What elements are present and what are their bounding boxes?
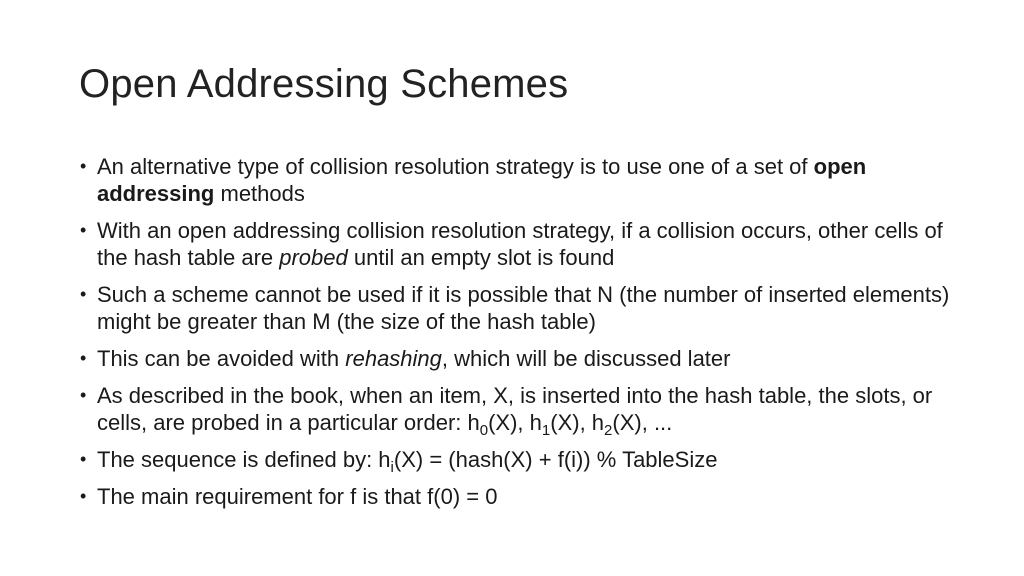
bullet-text: until an empty slot is found [347, 245, 615, 270]
bullet-dot: • [80, 220, 87, 240]
subscript: 0 [479, 422, 489, 439]
bullet-italic-term: probed [279, 245, 348, 270]
bullet-dot: • [80, 156, 87, 176]
bullet-text: (X) = (hash(X) + f(i)) % TableSize [393, 447, 718, 472]
bullet-item [80, 446, 960, 476]
bullet-text: The main requirement for f is that f(0) = 0 [97, 484, 498, 509]
bullet-item [80, 345, 960, 372]
bullet-dot: • [80, 449, 87, 469]
slide-title: Open Addressing Schemes [79, 62, 569, 106]
bullet-item [80, 483, 960, 510]
bullet-dot: • [80, 284, 87, 304]
bullet-text: (X), h [488, 410, 542, 435]
bullet-item [80, 153, 960, 207]
bullet-bold-term: open addressing [97, 154, 867, 206]
bullet-text: The sequence is defined by: h [97, 447, 391, 472]
bullet-text: methods [214, 181, 305, 206]
bullet-dot: • [80, 385, 87, 405]
bullet-text: (X), h [550, 410, 605, 435]
bullet-item [80, 281, 960, 335]
subscript: 2 [604, 422, 613, 439]
bullet-text: Such a scheme cannot be used if it is possible that N (the number of inserted elements) might be greater than M (the size of the hash table) [97, 282, 950, 334]
bullet-text: This can be avoided with [97, 346, 346, 371]
subscript: 1 [541, 422, 551, 439]
bullet-text: An alternative type of collision resolution strategy is to use one of a set of [97, 154, 814, 179]
bullet-text: With an open addressing collision resolution strategy, if a collision occurs, other cells of the hash table are [97, 218, 943, 270]
bullet-list [80, 153, 960, 520]
bullet-text: As described in the book, when an item, X, is inserted into the hash table, the slots, or cells, are probed in a particular order: h [97, 383, 933, 435]
bullet-item [80, 217, 960, 271]
bullet-italic-term: rehashing [345, 346, 442, 371]
bullet-dot: • [80, 348, 87, 368]
bullet-text: , which will be discussed later [441, 346, 731, 371]
bullet-dot: • [80, 486, 87, 506]
subscript: i [390, 459, 394, 476]
bullet-item [80, 382, 960, 439]
bullet-text: (X), ... [612, 410, 673, 435]
